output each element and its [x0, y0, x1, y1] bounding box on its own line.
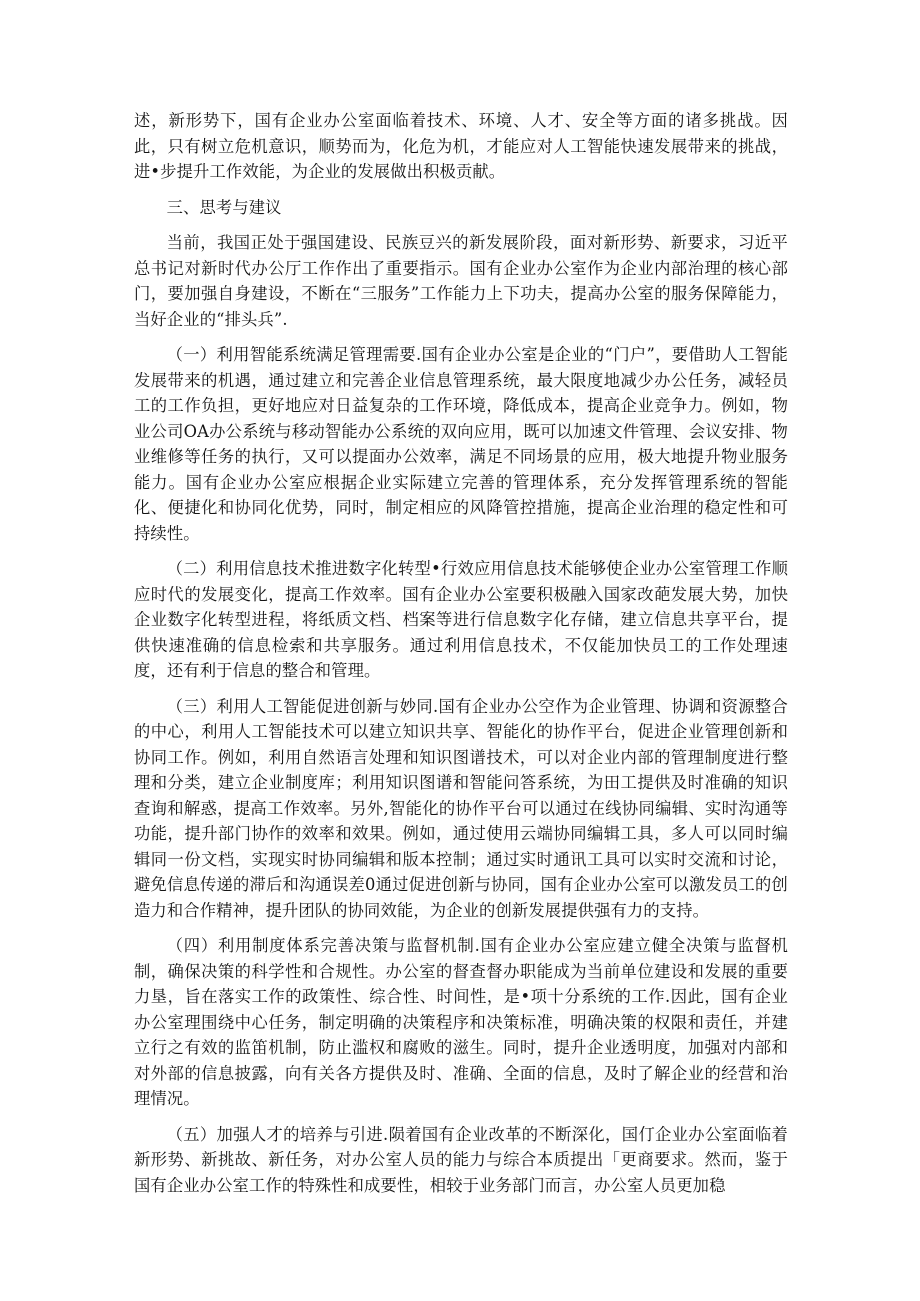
- paragraph-continuation: 述，新形势下，国有企业办公室面临着技术、环境、人才、安全等方面的诸多挑战。因此，只有树立危机意识，顺势而为，化危为机，才能应对人工智能快速发展带来的挑战，进•步提升工作效能，为企业的发展做出积极贡献。: [134, 111, 788, 181]
- paragraph-intro: 当前，我国正处于强国建设、民族豆兴的新发展阶段，面对新形势、新要求，习近平总书记对新时代办公厅工作作出了重要指示。国有企业办公室作为企业内部治理的核心部门，要加强自身建设，不断在“三服务”工作能力上下功夫，提高办公室的服务保障能力，当好企业的“排头兵”.: [134, 233, 788, 329]
- paragraph-ai-innovation: （三）利用人工智能促进创新与妙同.国有企业办公空作为企业管理、协调和资源整合的中心，利用人工智能技术可以建立知识共享、智能化的协作平台，促进企业管理创新和协同工作。例如，利用自然语言处理和知识图谱技术，可以对企业内部的管理制度进行整理和分类，建立企业制度库；利用知识图谱和智能问答系统，为田工提供及时准确的知识查询和解惑，提高工作效率。另外,智能化的协作平台可以通过在线协同编辑、实时沟通等功能，提升部门协作的效率和效果。例如，通过使用云端协同编辑工具，多人可以同时编辑同一份文档，实现实时协同编辑和版本控制；通过实时通讯工具可以实时交流和讨论，避免信息传递的滞后和沟通误差0通过促进创新与协同，国有企业办公室可以激发员工的创造力和合作精神，提升团队的协同效能，为企业的创新发展提供强有力的支持。: [134, 696, 788, 920]
- section-heading-thoughts-and-suggestions: 三、思考与建议: [166, 197, 282, 217]
- paragraph-decision-supervision: （四）利用制度体系完善决策与监督机制.国有企业办公室应建立健全决策与监督机制，确保决策的科学性和合规性。办公室的督查督办职能成为当前单位建设和发展的重要力垦，旨在落实工作的政策性、综合性、时间性，是•项十分系统的工作.因此，国有企业办公室理围绕中心任务，制定明确的决策程序和决策标准，明确决策的权限和责任，并建立行之有效的监笛机制，防止滥权和腐败的滋生。同时，提升企业透明度，加强对内部和对外部的信息披露，向有关各方提供及时、准确、全面的信息，及时了解企业的经营和治理情况。: [134, 936, 788, 1108]
- paragraph-smart-systems: （一）利用智能系统满足管理需要.国有企业办公室是企业的“门户”，要借助人工智能发展带来的机遇，通过建立和完善企业信息管理系统，最大限度地减少办公任务，减轻员工的工作负担，更好地应对日益复杂的工作环境，降低成本，提高企业竞争力。例如，物业公司OA办公系统与移动智能办公系统的双向应用，既可以加速文件管理、会议安排、物业维修等任务的执行，又可以提面办公效率，满足不同场景的应用，极大地提升物业服务能力。国有企业办公室应根据企业实际建立完善的管理体系，充分发挥管理系统的智能化、便捷化和协同化优势，同时，制定相应的风降管控措施，提高企业治理的稳定性和可持续性。: [134, 345, 788, 543]
- document-page: [134, 108, 788, 1208]
- paragraph-talent-cultivation: （五）加强人才的培养与引进.陨着国有企业改革的不断深化，国仃企业办公室面临着新形势、新挑故、新任务，对办公室人员的能力与综合本质提出「更商要求。然而，鉴于国有企业办公室工作的特殊性和成要性，相较于业务部门而言，办公室人员更加稳: [134, 1124, 788, 1195]
- paragraph-digital-transformation: （二）利用信息技术推进数字化转型•行效应用信息技术能够使企业办公室管理工作顺应时代的发展变化，提高工作效率。国有企业办公室要积极融入国家改葩发展大势，加快企业数字化转型进程，将纸质文档、档案等进行信息数字化存储，建立信息共享平台，提供快速准确的信息检索和共享服务。通过利用信息技术，不仅能加快员工的工作处理速度，还有利于信息的整合和管理。: [134, 559, 788, 680]
